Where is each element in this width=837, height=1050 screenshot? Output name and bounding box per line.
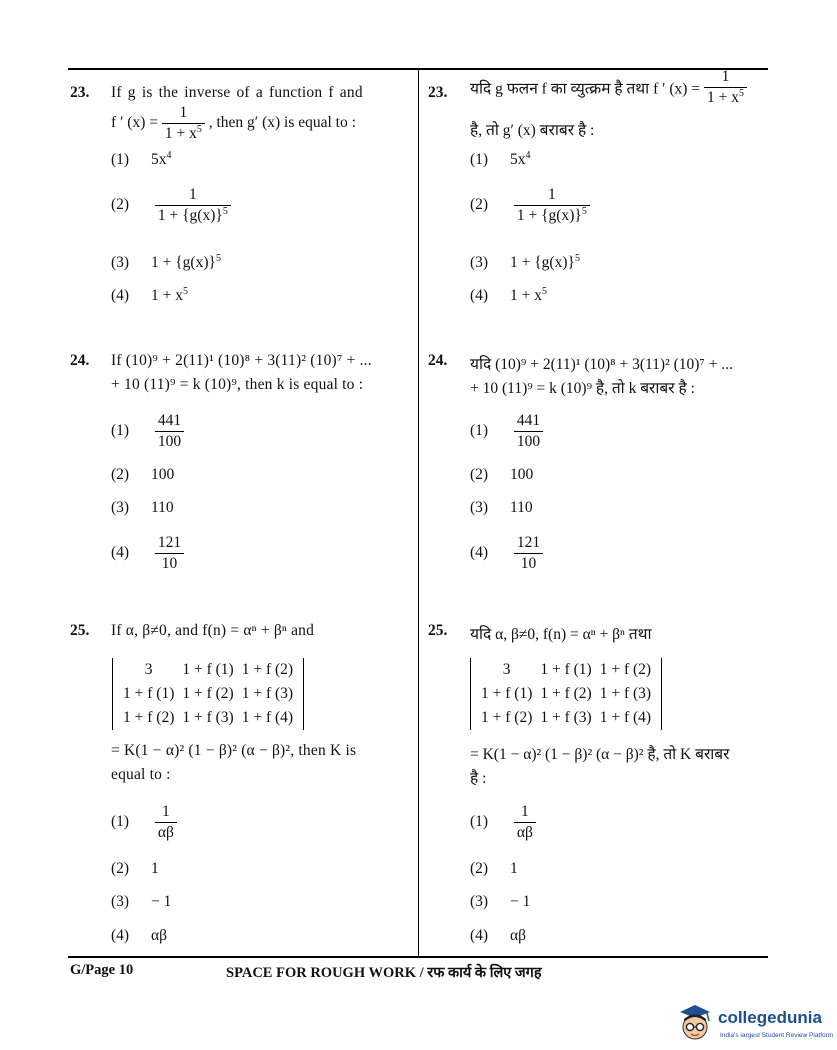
option-3: (3) − 1 [470, 893, 531, 910]
question-text-line2: f ′ (x) = $\frac{1}{1 + x^5}$ , then g′ (x) is equal to : [111, 104, 356, 142]
column-divider [418, 68, 419, 956]
rough-work-label: SPACE FOR ROUGH WORK / रफ कार्य के लिए जगह [226, 965, 542, 981]
question-number: 23. [428, 84, 448, 101]
option-2: (2) $\frac{1}{1 + \{g(x)\}^5}$ [470, 186, 590, 225]
question-text: If α, β≠0, and f(n) = αⁿ + βⁿ and [111, 622, 315, 639]
question-number: 25. [70, 622, 90, 639]
question-number: 24. [428, 352, 448, 369]
question-text-line2: है, तो g′ (x) बराबर है : [470, 122, 595, 139]
question-result: = K(1 − α)² (1 − β)² (α − β)² है, तो K बराबर [470, 746, 730, 763]
collegedunia-logo [676, 1000, 836, 1050]
logo-text: collegedunia [718, 1008, 822, 1027]
option-4: (4) αβ [470, 927, 527, 944]
question-text-line2: + 10 (11)⁹ = k (10)⁹ है, तो k बराबर है : [470, 380, 695, 397]
question-result-line2: equal to : [111, 766, 171, 783]
option-4: (4) αβ [111, 927, 168, 944]
option-2: (2) 100 [111, 466, 175, 483]
question-number: 25. [428, 622, 448, 639]
logo-tagline: India's largest Student Review Platform [720, 1032, 834, 1039]
option-1: (1) $\frac{441}{100}$ [111, 412, 184, 451]
mascot-icon [676, 1002, 714, 1042]
determinant: 3 1 + f (1) 1 + f (2) 1 + f (1) 1 + f (2) 1 + f (3) 1 + f (2) 1 + f (3) 1 + f (4) [470, 658, 662, 730]
fraction: $\frac{1}{1 + x^5}$ [162, 104, 205, 143]
question-number: 24. [70, 352, 90, 369]
option-3: (3) − 1 [111, 893, 172, 910]
page-number: G/Page 10 [70, 962, 134, 978]
question-text: यदि g फलन f का व्युत्क्रम है तथा f ′ (x) = $\frac{1}{1 + x^5}$ [470, 68, 747, 107]
option-4: (4) $\frac{121}{10}$ [111, 534, 184, 573]
option-4: (4) $1 + x^5$ [470, 285, 547, 304]
option-4: (4) $\frac{121}{10}$ [470, 534, 543, 573]
option-2: (2) $\frac{1}{1 + \{g(x)\}^5}$ [111, 186, 231, 225]
question-text-line2: + 10 (11)⁹ = k (10)⁹, then k is equal to : [111, 376, 364, 393]
question-result-line2: है : [470, 770, 487, 787]
option-1: (1) $\frac{441}{100}$ [470, 412, 543, 451]
option-2: (2) 100 [470, 466, 534, 483]
question-result: = K(1 − α)² (1 − β)² (α − β)², then K is [111, 742, 357, 759]
question-text: यदि (10)⁹ + 2(11)¹ (10)⁸ + 3(11)² (10)⁷ + ... [470, 356, 733, 373]
option-3: (3) 110 [111, 499, 174, 516]
option-1: (1) $5x^4$ [470, 149, 531, 168]
option-1: (1) $\frac{1}{\alpha\beta}$ [111, 803, 177, 842]
option-3: (3) 110 [470, 499, 533, 516]
option-2: (2) 1 [470, 860, 518, 877]
option-1: (1) $5x^4$ [111, 149, 172, 168]
option-3: (3) $1 + \{g(x)\}^5$ [470, 252, 580, 271]
option-3: (3) $1 + \{g(x)\}^5$ [111, 252, 221, 271]
question-text: If (10)⁹ + 2(11)¹ (10)⁸ + 3(11)² (10)⁷ + ... [111, 352, 372, 369]
question-text: If g is the inverse of a function f and [111, 84, 363, 101]
bottom-rule [68, 956, 768, 958]
option-1: (1) $\frac{1}{\alpha\beta}$ [470, 803, 536, 842]
question-text: यदि α, β≠0, f(n) = αⁿ + βⁿ तथा [470, 626, 652, 643]
option-2: (2) 1 [111, 860, 159, 877]
determinant: 3 1 + f (1) 1 + f (2) 1 + f (1) 1 + f (2) 1 + f (3) 1 + f (2) 1 + f (3) 1 + f (4) [112, 658, 304, 730]
question-number: 23. [70, 84, 90, 101]
option-4: (4) $1 + x^5$ [111, 285, 188, 304]
